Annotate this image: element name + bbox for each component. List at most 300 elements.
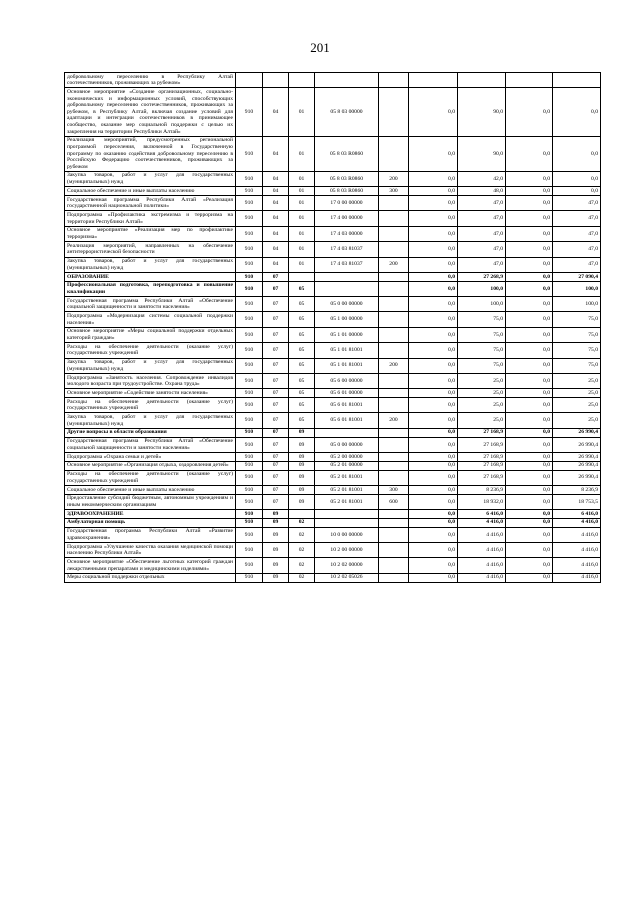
amount-col-2: 18 932,0 (458, 494, 506, 509)
table-row (65, 211, 601, 226)
row-name: Основное мероприятие «Реализация мер по профилактике терроризма» (65, 226, 236, 241)
admin-code: 910 (236, 461, 263, 470)
amount-col-2: 47,0 (458, 242, 506, 257)
table-row (65, 226, 601, 241)
amount-col-4: 0,0 (553, 187, 601, 196)
amount-col-4: 100,0 (553, 281, 601, 296)
subsection-code: 02 (289, 518, 315, 527)
expense-type-code: 300 (379, 187, 409, 196)
section-code: 09 (263, 558, 289, 573)
expense-type-code: 300 (379, 485, 409, 494)
admin-code: 910 (236, 527, 263, 542)
row-name: Меры социальной поддержки отдельных (65, 573, 236, 582)
admin-code: 910 (236, 485, 263, 494)
target-article-code (315, 281, 379, 296)
row-name: Закупка товаров, работ и услуг для государственных (муниципальных) нужд (65, 358, 236, 373)
expense-type-code (379, 389, 409, 398)
admin-code: 910 (236, 437, 263, 452)
subsection-code: 09 (289, 485, 315, 494)
budget-table (64, 72, 601, 583)
table-row (65, 527, 601, 542)
target-article-code: 05 1 01 81001 (315, 358, 379, 373)
row-name: Основное мероприятие «Обеспечение льготных категорий граждан лекарственными препаратами и медицинскими изделиями» (65, 558, 236, 573)
amount-col-4: 18 753,5 (553, 494, 601, 509)
subsection-code: 01 (289, 242, 315, 257)
amount-col-3: 0,0 (506, 558, 553, 573)
target-article-code (315, 272, 379, 281)
admin-code: 910 (236, 171, 263, 186)
amount-col-1: 0,0 (409, 494, 458, 509)
section-code: 07 (263, 312, 289, 327)
amount-col-1: 0,0 (409, 272, 458, 281)
admin-code: 910 (236, 211, 263, 226)
amount-col-2: 27 168,9 (458, 453, 506, 462)
row-name: Государственная программа Республики Алтай «Реализация государственной национальной политики» (65, 196, 236, 211)
section-code: 07 (263, 297, 289, 312)
target-article-code: 05 6 00 00000 (315, 373, 379, 388)
target-article-code: 17 0 00 00000 (315, 196, 379, 211)
amount-col-1: 0,0 (409, 573, 458, 582)
subsection-code: 01 (289, 196, 315, 211)
row-name: Расходы на обеспечение деятельности (оказание услуг) государственных учреждений (65, 470, 236, 485)
row-name: Подпрограмма «Профилактика экстремизма и терроризма на территории Республики Алтай» (65, 211, 236, 226)
row-name: Государственная программа Республики Алтай «Обеспечение социальной защищенности и занятости населения» (65, 297, 236, 312)
amount-col-4: 0,0 (553, 88, 601, 136)
target-article-code (315, 73, 379, 88)
target-article-code: 05 8 03 R0860 (315, 136, 379, 171)
row-name: Подпрограмма «Модернизация системы социальной поддержки населения» (65, 312, 236, 327)
section-code: 04 (263, 242, 289, 257)
amount-col-3: 0,0 (506, 527, 553, 542)
section-code: 07 (263, 485, 289, 494)
amount-col-3: 0,0 (506, 88, 553, 136)
amount-col-1: 0,0 (409, 187, 458, 196)
amount-col-4: 47,0 (553, 211, 601, 226)
amount-col-1: 0,0 (409, 413, 458, 428)
row-name: Расходы на обеспечение деятельности (оказание услуг) государственных учреждений (65, 398, 236, 413)
target-article-code: 05 2 01 81001 (315, 485, 379, 494)
expense-type-code (379, 242, 409, 257)
amount-col-2: 75,0 (458, 327, 506, 342)
admin-code: 910 (236, 312, 263, 327)
amount-col-3 (506, 73, 553, 88)
amount-col-3: 0,0 (506, 437, 553, 452)
amount-col-1: 0,0 (409, 281, 458, 296)
amount-col-4: 8 236,9 (553, 485, 601, 494)
table-row (65, 187, 601, 196)
table-row (65, 413, 601, 428)
section-code: 09 (263, 510, 289, 519)
row-name: Профессиональная подготовка, переподготовка и повышение квалификации (65, 281, 236, 296)
expense-type-code (379, 196, 409, 211)
expense-type-code: 600 (379, 494, 409, 509)
amount-col-1: 0,0 (409, 558, 458, 573)
subsection-code: 01 (289, 211, 315, 226)
amount-col-4: 25,0 (553, 413, 601, 428)
section-code: 04 (263, 211, 289, 226)
expense-type-code (379, 312, 409, 327)
subsection-code: 09 (289, 428, 315, 437)
amount-col-3: 0,0 (506, 389, 553, 398)
target-article-code: 17 4 00 00000 (315, 211, 379, 226)
amount-col-3: 0,0 (506, 485, 553, 494)
amount-col-3: 0,0 (506, 343, 553, 358)
amount-col-3: 0,0 (506, 136, 553, 171)
amount-col-3: 0,0 (506, 187, 553, 196)
section-code: 07 (263, 281, 289, 296)
amount-col-2: 90,0 (458, 88, 506, 136)
row-name: Социальное обеспечение и иные выплаты населению (65, 187, 236, 196)
expense-type-code (379, 428, 409, 437)
amount-col-1: 0,0 (409, 437, 458, 452)
section-code: 04 (263, 136, 289, 171)
section-code: 07 (263, 343, 289, 358)
table-row (65, 257, 601, 272)
subsection-code: 09 (289, 470, 315, 485)
admin-code: 910 (236, 398, 263, 413)
table-row (65, 461, 601, 470)
table-row (65, 558, 601, 573)
row-name: Подпрограмма «Охрана семьи и детей» (65, 453, 236, 462)
target-article-code: 17 4 03 81037 (315, 242, 379, 257)
target-article-code: 10 2 00 00000 (315, 543, 379, 558)
section-code: 07 (263, 428, 289, 437)
expense-type-code (379, 73, 409, 88)
table-row (65, 518, 601, 527)
expense-type-code (379, 88, 409, 136)
amount-col-4: 26 990,4 (553, 428, 601, 437)
amount-col-2: 100,0 (458, 281, 506, 296)
expense-type-code (379, 437, 409, 452)
amount-col-3: 0,0 (506, 398, 553, 413)
amount-col-3: 0,0 (506, 518, 553, 527)
amount-col-2: 100,0 (458, 297, 506, 312)
amount-col-1: 0,0 (409, 211, 458, 226)
amount-col-1: 0,0 (409, 257, 458, 272)
admin-code: 910 (236, 358, 263, 373)
section-code: 07 (263, 389, 289, 398)
target-article-code: 05 2 01 81001 (315, 494, 379, 509)
subsection-code: 02 (289, 558, 315, 573)
expense-type-code (379, 211, 409, 226)
amount-col-4: 4 416,0 (553, 543, 601, 558)
section-code: 04 (263, 196, 289, 211)
amount-col-3: 0,0 (506, 373, 553, 388)
target-article-code: 05 1 00 00000 (315, 312, 379, 327)
amount-col-3: 0,0 (506, 358, 553, 373)
section-code: 09 (263, 543, 289, 558)
amount-col-3: 0,0 (506, 413, 553, 428)
target-article-code: 05 2 01 81001 (315, 470, 379, 485)
expense-type-code (379, 343, 409, 358)
table-row (65, 196, 601, 211)
table-row (65, 510, 601, 519)
amount-col-2: 27 168,9 (458, 461, 506, 470)
expense-type-code (379, 558, 409, 573)
expense-type-code (379, 272, 409, 281)
subsection-code: 01 (289, 257, 315, 272)
amount-col-3: 0,0 (506, 573, 553, 582)
admin-code: 910 (236, 428, 263, 437)
target-article-code: 05 6 01 81001 (315, 398, 379, 413)
section-code: 07 (263, 437, 289, 452)
table-row (65, 242, 601, 257)
admin-code: 910 (236, 558, 263, 573)
amount-col-2: 27 268,9 (458, 272, 506, 281)
section-code: 07 (263, 470, 289, 485)
section-code: 07 (263, 327, 289, 342)
row-name: Основное мероприятие «Создание организационных, социально-экономических и информационных условий, способствующих добровольному переселению соотечественников, проживающих за рубежом, в Республику Алтай, включая создание условий для адаптации и интеграции соотечественников в принимающее сообщество, оказание мер социальной поддержки с целью их закрепления на территории Республики Алтай» (65, 88, 236, 136)
subsection-code: 01 (289, 187, 315, 196)
table-row (65, 573, 601, 582)
target-article-code: 05 2 00 00000 (315, 453, 379, 462)
amount-col-2: 42,0 (458, 171, 506, 186)
section-code: 07 (263, 494, 289, 509)
row-name: Амбулаторная помощь (65, 518, 236, 527)
subsection-code (289, 510, 315, 519)
table-row (65, 73, 601, 88)
admin-code: 910 (236, 470, 263, 485)
row-name: Социальное обеспечение и иные выплаты населению (65, 485, 236, 494)
table-row (65, 485, 601, 494)
table-row (65, 88, 601, 136)
amount-col-1: 0,0 (409, 312, 458, 327)
amount-col-2: 47,0 (458, 257, 506, 272)
target-article-code: 05 8 03 00000 (315, 88, 379, 136)
section-code: 07 (263, 398, 289, 413)
table-row (65, 398, 601, 413)
expense-type-code (379, 470, 409, 485)
amount-col-4: 26 990,4 (553, 453, 601, 462)
admin-code: 910 (236, 453, 263, 462)
admin-code: 910 (236, 573, 263, 582)
amount-col-2: 75,0 (458, 343, 506, 358)
admin-code: 910 (236, 373, 263, 388)
amount-col-1: 0,0 (409, 196, 458, 211)
subsection-code: 05 (289, 343, 315, 358)
amount-col-3: 0,0 (506, 297, 553, 312)
target-article-code: 05 8 03 R0860 (315, 187, 379, 196)
amount-col-3: 0,0 (506, 171, 553, 186)
amount-col-1: 0,0 (409, 510, 458, 519)
target-article-code: 10 2 02 00000 (315, 558, 379, 573)
amount-col-3: 0,0 (506, 312, 553, 327)
amount-col-2: 47,0 (458, 211, 506, 226)
amount-col-2: 25,0 (458, 398, 506, 413)
table-row (65, 272, 601, 281)
amount-col-2: 25,0 (458, 413, 506, 428)
table-row (65, 281, 601, 296)
amount-col-2: 4 416,0 (458, 573, 506, 582)
amount-col-2: 47,0 (458, 196, 506, 211)
row-name: Закупка товаров, работ и услуг для государственных (муниципальных) нужд (65, 171, 236, 186)
admin-code: 910 (236, 518, 263, 527)
amount-col-1: 0,0 (409, 136, 458, 171)
amount-col-3: 0,0 (506, 226, 553, 241)
amount-col-1: 0,0 (409, 389, 458, 398)
amount-col-4: 47,0 (553, 242, 601, 257)
table-row (65, 453, 601, 462)
amount-col-1: 0,0 (409, 485, 458, 494)
amount-col-1: 0,0 (409, 428, 458, 437)
row-name: ЗДРАВООХРАНЕНИЕ (65, 510, 236, 519)
section-code: 09 (263, 573, 289, 582)
expense-type-code (379, 461, 409, 470)
amount-col-2: 27 168,9 (458, 437, 506, 452)
subsection-code: 02 (289, 573, 315, 582)
amount-col-2: 27 168,9 (458, 470, 506, 485)
amount-col-1: 0,0 (409, 470, 458, 485)
amount-col-1: 0,0 (409, 242, 458, 257)
amount-col-1: 0,0 (409, 527, 458, 542)
amount-col-4: 27 090,4 (553, 272, 601, 281)
admin-code: 910 (236, 297, 263, 312)
amount-col-2: 8 236,9 (458, 485, 506, 494)
subsection-code: 01 (289, 171, 315, 186)
amount-col-3: 0,0 (506, 327, 553, 342)
subsection-code: 09 (289, 437, 315, 452)
expense-type-code (379, 297, 409, 312)
amount-col-2: 4 416,0 (458, 543, 506, 558)
target-article-code (315, 518, 379, 527)
subsection-code: 05 (289, 281, 315, 296)
amount-col-1 (409, 73, 458, 88)
amount-col-4: 0,0 (553, 171, 601, 186)
amount-col-3: 0,0 (506, 281, 553, 296)
row-name: Подпрограмма «Занятость населения. Сопровождение инвалидов молодого возраста при трудоустройстве. Охрана труда» (65, 373, 236, 388)
amount-col-3: 0,0 (506, 257, 553, 272)
expense-type-code (379, 453, 409, 462)
section-code: 09 (263, 527, 289, 542)
target-article-code: 10 2 02 05026 (315, 573, 379, 582)
row-name: Закупка товаров, работ и услуг для государственных (муниципальных) нужд (65, 257, 236, 272)
amount-col-1: 0,0 (409, 358, 458, 373)
row-name: Реализация мероприятий, направленных на обеспечение антитеррористической безопасности (65, 242, 236, 257)
amount-col-4: 47,0 (553, 196, 601, 211)
admin-code: 910 (236, 272, 263, 281)
admin-code: 910 (236, 242, 263, 257)
amount-col-2 (458, 73, 506, 88)
subsection-code: 05 (289, 373, 315, 388)
target-article-code (315, 510, 379, 519)
subsection-code: 09 (289, 453, 315, 462)
amount-col-1: 0,0 (409, 373, 458, 388)
expense-type-code (379, 518, 409, 527)
target-article-code: 05 1 01 00000 (315, 327, 379, 342)
admin-code: 910 (236, 187, 263, 196)
amount-col-3: 0,0 (506, 494, 553, 509)
admin-code: 910 (236, 226, 263, 241)
subsection-code: 02 (289, 527, 315, 542)
subsection-code: 05 (289, 312, 315, 327)
amount-col-4: 100,0 (553, 297, 601, 312)
amount-col-3: 0,0 (506, 272, 553, 281)
section-code (263, 73, 289, 88)
amount-col-4: 25,0 (553, 373, 601, 388)
expense-type-code: 200 (379, 257, 409, 272)
target-article-code: 17 4 03 81037 (315, 257, 379, 272)
amount-col-3: 0,0 (506, 470, 553, 485)
section-code: 04 (263, 226, 289, 241)
admin-code: 910 (236, 510, 263, 519)
admin-code: 910 (236, 389, 263, 398)
section-code: 04 (263, 187, 289, 196)
table-row (65, 171, 601, 186)
expense-type-code (379, 510, 409, 519)
row-name: Закупка товаров, работ и услуг для государственных (муниципальных) нужд (65, 413, 236, 428)
amount-col-4: 26 990,4 (553, 461, 601, 470)
expense-type-code (379, 136, 409, 171)
amount-col-4: 26 990,4 (553, 437, 601, 452)
amount-col-4: 0,0 (553, 136, 601, 171)
table-row (65, 312, 601, 327)
budget-table-body (65, 73, 601, 583)
amount-col-1: 0,0 (409, 297, 458, 312)
amount-col-4: 4 416,0 (553, 558, 601, 573)
target-article-code: 05 0 00 00000 (315, 297, 379, 312)
admin-code: 910 (236, 494, 263, 509)
section-code: 07 (263, 413, 289, 428)
admin-code: 910 (236, 327, 263, 342)
row-name: Расходы на обеспечение деятельности (оказание услуг) государственных учреждений (65, 343, 236, 358)
subsection-code (289, 73, 315, 88)
admin-code: 910 (236, 413, 263, 428)
target-article-code: 05 8 03 R0860 (315, 171, 379, 186)
amount-col-2: 47,0 (458, 226, 506, 241)
row-name: добровольному переселению в Республику Алтай соотечественников, проживающих за рубежом» (65, 73, 236, 88)
subsection-code: 01 (289, 226, 315, 241)
amount-col-3: 0,0 (506, 196, 553, 211)
admin-code: 910 (236, 136, 263, 171)
row-name: Основное мероприятие «Меры социальной поддержки отдельных категорий граждан» (65, 327, 236, 342)
amount-col-3: 0,0 (506, 428, 553, 437)
expense-type-code (379, 281, 409, 296)
amount-col-4: 47,0 (553, 226, 601, 241)
amount-col-3: 0,0 (506, 510, 553, 519)
expense-type-code (379, 573, 409, 582)
subsection-code: 05 (289, 358, 315, 373)
amount-col-1: 0,0 (409, 88, 458, 136)
table-row (65, 389, 601, 398)
row-name: Государственная программа Республики Алтай «Развитие здравоохранения» (65, 527, 236, 542)
admin-code: 910 (236, 343, 263, 358)
expense-type-code (379, 226, 409, 241)
table-row (65, 437, 601, 452)
amount-col-4: 75,0 (553, 312, 601, 327)
amount-col-2: 25,0 (458, 373, 506, 388)
subsection-code (289, 272, 315, 281)
section-code: 07 (263, 461, 289, 470)
amount-col-4 (553, 73, 601, 88)
amount-col-4: 4 416,0 (553, 573, 601, 582)
row-name: Другие вопросы в области образования (65, 428, 236, 437)
subsection-code: 05 (289, 327, 315, 342)
admin-code: 910 (236, 88, 263, 136)
row-name: Подпрограмма «Улучшение качества оказания медицинской помощи населению Республики Алтай» (65, 543, 236, 558)
amount-col-3: 0,0 (506, 543, 553, 558)
row-name: Государственная программа Республики Алтай «Обеспечение социальной защищенности и занятости населения» (65, 437, 236, 452)
section-code: 07 (263, 453, 289, 462)
table-row (65, 358, 601, 373)
expense-type-code (379, 398, 409, 413)
target-article-code: 17 4 03 00000 (315, 226, 379, 241)
amount-col-4: 4 416,0 (553, 527, 601, 542)
amount-col-2: 27 168,9 (458, 428, 506, 437)
amount-col-1: 0,0 (409, 461, 458, 470)
page-number: 201 (310, 40, 330, 55)
target-article-code: 05 0 00 00000 (315, 437, 379, 452)
amount-col-3: 0,0 (506, 453, 553, 462)
